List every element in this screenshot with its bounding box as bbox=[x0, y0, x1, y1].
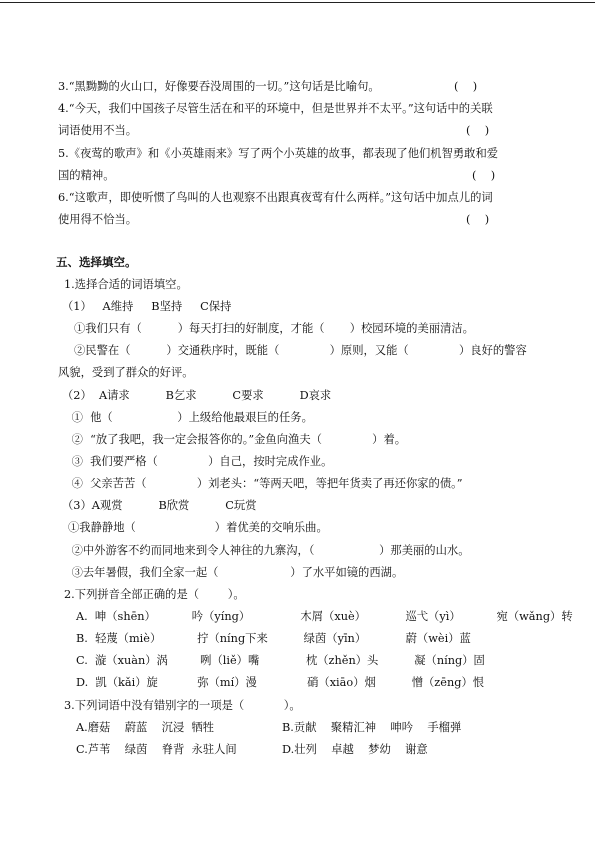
section-title: 五、选择填空。 bbox=[56, 255, 137, 269]
q2-option-c: C. 漩（xuàn）涡 咧（liě）嘴 枕（zhěn）头 凝（níng）固 bbox=[76, 654, 485, 667]
g3-options: （3）A观赏 B欣赏 C玩赏 bbox=[62, 499, 257, 512]
g2-options: （2） A请求 B乞求 C要求 D哀求 bbox=[62, 389, 332, 402]
tf-item-4-cont: 词语使用不当。 bbox=[58, 124, 138, 137]
q3-title: 3.下列词语中没有错别字的一项是（ ）。 bbox=[64, 699, 301, 712]
q2-title: 2.下列拼音全部正确的是（ ）。 bbox=[64, 588, 245, 601]
tf-item-3: 3.“黑黝黝的火山口，好像要吞没周围的一切。”这句话是比喻句。 bbox=[58, 80, 380, 93]
g1-line-3: 风貌，受到了群众的好评。 bbox=[58, 366, 194, 379]
g1-options: （1） A维持 B坚持 C保持 bbox=[62, 300, 232, 313]
tf-item-4: 4.“今天，我们中国孩子尽管生活在和平的环境中，但是世界并不太平。”这句话中的关联 bbox=[58, 102, 493, 115]
q2-option-a: A. 呻（shēn） 吟（yíng） 木屑（xuè） 巡弋（yì） 宛（wǎng）转 bbox=[76, 610, 573, 623]
g2-line-2: ② “放了我吧，我一定会报答你的。”金鱼向渔夫（ ）着。 bbox=[68, 433, 407, 446]
tf-item-3-blank: ( ) bbox=[454, 80, 478, 93]
tf-item-6: 6.“这歌声，即使听惯了鸟叫的人也观察不出跟真夜莺有什么两样。”这句话中加点儿的词 bbox=[58, 191, 493, 204]
q3-option-a: A.磨菇 蔚蓝 沉浸 牺牲 bbox=[76, 721, 215, 734]
g3-line-2: ②中外游客不约而同地来到令人神往的九寨沟，（ ）那美丽的山水。 bbox=[68, 544, 470, 557]
tf-item-5-cont: 国的精神。 bbox=[58, 169, 115, 182]
q2-option-b: B. 轻蔑（miè） 拧（níng下来 绿茵（yīn） 蔚（wèi）蓝 bbox=[76, 632, 471, 645]
g2-line-3: ③ 我们要严格（ ）自己，按时完成作业。 bbox=[68, 455, 333, 468]
q3-option-d: D.壮列 卓越 梦幼 谢意 bbox=[282, 743, 428, 756]
g2-line-1: ① 他（ ）上级给他最艰巨的任务。 bbox=[68, 411, 313, 424]
q3-option-c: C.芦苇 绿茵 脊背 永驻人间 bbox=[76, 743, 237, 756]
g1-line-2: ②民警在（ ）交通秩序时，既能（ ）原则，又能（ ）良好的警容 bbox=[74, 344, 527, 357]
g3-line-1: ①我静静地（ ）着优美的交响乐曲。 bbox=[68, 521, 328, 534]
tf-item-6-blank: ( ) bbox=[466, 213, 490, 226]
q1-title: 1.选择合适的词语填空。 bbox=[64, 278, 188, 291]
tf-item-5: 5.《夜莺的歌声》和《小英雄雨来》写了两个小英雄的故事，都表现了他们机智勇敢和爱 bbox=[58, 147, 499, 160]
header-rule bbox=[0, 2, 595, 3]
g2-line-4: ④ 父亲苦苦（ ）刘老头：“等两天吧，等把年货卖了再还你家的债。” bbox=[68, 477, 463, 490]
g3-line-3: ③去年暑假，我们全家一起（ ）了水平如镜的西湖。 bbox=[68, 566, 404, 579]
tf-item-6-cont: 使用得不恰当。 bbox=[58, 213, 138, 226]
q3-option-b: B.贡献 聚精汇神 呻吟 手榴弹 bbox=[282, 721, 462, 734]
tf-item-4-blank: ( ) bbox=[466, 124, 490, 137]
g1-line-1: ①我们只有（ ）每天打扫的好制度，才能（ ）校园环境的美丽清洁。 bbox=[74, 322, 474, 335]
q2-option-d: D. 凯（kǎi）旋 弥（mí）漫 硝（xiāo）烟 憎（zēng）恨 bbox=[76, 676, 485, 689]
tf-item-5-blank: ( ) bbox=[472, 169, 496, 182]
